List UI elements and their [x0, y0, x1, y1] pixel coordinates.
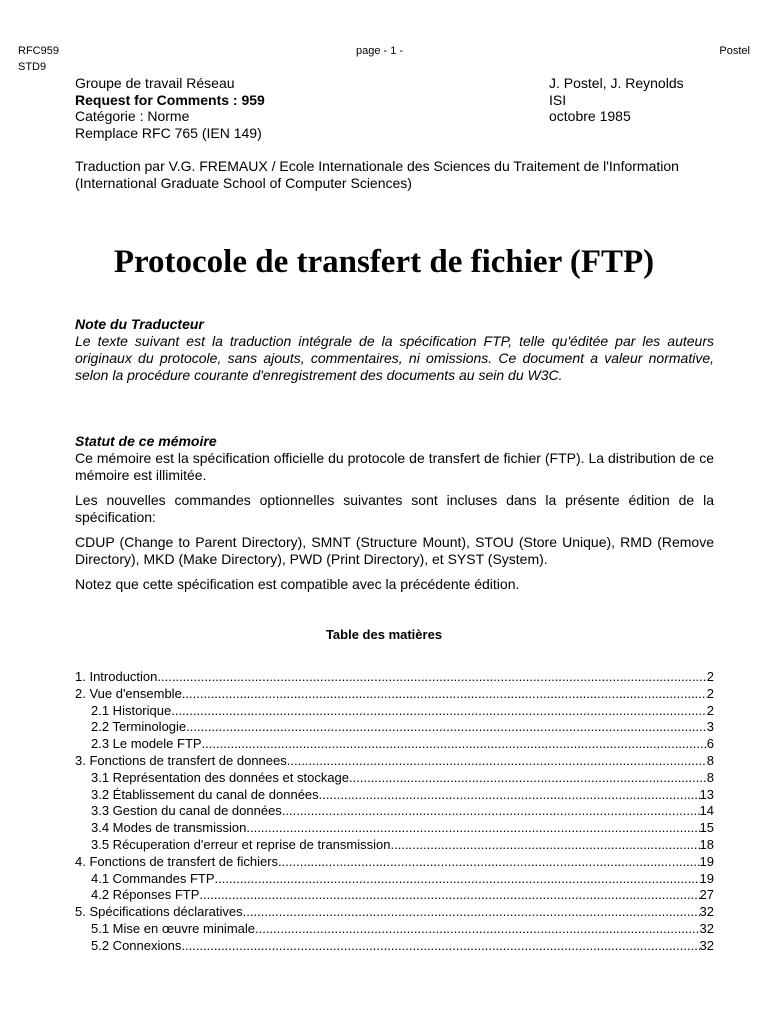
toc-entry: [75, 938, 714, 955]
rfc-label: Request for Comments : 959: [75, 91, 265, 108]
toc-dot-leader: [278, 854, 699, 871]
toc-entry-label: 3.2 Établissement du canal de données: [91, 786, 319, 802]
toc-entry-page: 18: [699, 836, 714, 852]
translator-note-heading: Note du Traducteur: [75, 316, 204, 332]
toc-entry-page: 19: [699, 870, 714, 886]
toc-entry-label: 4.2 Réponses FTP: [91, 887, 200, 903]
toc-entry-label: 3.5 Récuperation d'erreur et reprise de transmission: [91, 836, 391, 852]
toc-dot-leader: [186, 719, 707, 736]
toc-entry: [75, 904, 714, 921]
toc-entry-label: 4. Fonctions de transfert de fichiers: [75, 853, 279, 869]
working-group: Groupe de travail Réseau: [75, 75, 235, 91]
toc-entry: [75, 854, 714, 871]
category: Catégorie : Norme: [75, 108, 190, 124]
toc-dot-leader: [319, 787, 700, 804]
toc-entry-page: 32: [699, 937, 714, 953]
toc-entry: [75, 753, 714, 770]
toc-dot-leader: [282, 803, 700, 820]
toc-entry-label: 2. Vue d'ensemble: [75, 685, 182, 701]
toc-entry-label: 2.3 Le modele FTP: [91, 736, 202, 752]
toc-entry: [75, 921, 714, 938]
toc-entry-label: 2.2 Terminologie: [91, 719, 187, 735]
toc-dot-leader: [215, 871, 700, 888]
status-section: [75, 433, 714, 601]
toc-entry-page: 27: [699, 887, 714, 903]
toc-entry-label: 3.4 Modes de transmission: [91, 820, 247, 836]
toc-entry-page: 2: [706, 685, 714, 701]
toc-entry-label: 3.1 Représentation des données et stockage: [91, 769, 350, 785]
toc-entry: [75, 669, 714, 686]
header-rfc-number: RFC959: [18, 45, 59, 57]
toc-entry: [75, 803, 714, 820]
status-paragraph-4: Notez que cette spécification est compatible avec la précédente édition.: [75, 576, 520, 592]
toc-entry: [75, 770, 714, 787]
toc-entry-label: 3.3 Gestion du canal de données: [91, 803, 282, 819]
toc-entry: [75, 820, 714, 837]
toc-entry-label: 1. Introduction: [75, 669, 158, 684]
toc-dot-leader: [243, 904, 700, 921]
toc-dot-leader: [199, 887, 699, 904]
toc-entry-page: 32: [699, 920, 714, 936]
toc-entry: [75, 736, 714, 753]
table-of-contents: [75, 669, 714, 955]
toc-entry-label: 4.1 Commandes FTP: [91, 870, 215, 886]
meta-right-block: [549, 75, 684, 125]
toc-entry-page: 2: [706, 702, 714, 718]
toc-entry-page: 8: [706, 769, 714, 785]
toc-entry-label: 3. Fonctions de transfert de donnees: [75, 752, 287, 768]
status-paragraph-3: CDUP (Change to Parent Directory), SMNT (Structure Mount), STOU (Store Unique), RMD (Remove Directory), MKD (Make Directory), PWD (Print Directory), et SYST (System).: [75, 534, 714, 567]
toc-dot-leader: [171, 703, 707, 720]
toc-entry-page: 6: [706, 736, 714, 752]
toc-dot-leader: [202, 736, 707, 753]
toc-entry: [75, 837, 714, 854]
header-page-number: page - 1 -: [356, 45, 404, 57]
toc-entry: [75, 719, 714, 736]
status-paragraph-1: Ce mémoire est la spécification officielle du protocole de transfert de fichier (FTP). La distribution de ce mémoire est illimitée.: [75, 450, 714, 483]
toc-title: Table des matières: [325, 627, 443, 642]
toc-entry-page: 14: [699, 803, 714, 819]
translator-note: [75, 316, 714, 384]
toc-entry-page: 13: [699, 786, 714, 802]
toc-dot-leader: [157, 669, 706, 686]
status-paragraph-2: Les nouvelles commandes optionnelles suivantes sont incluses dans la présente édition de la spécification:: [75, 492, 714, 525]
status-heading: Statut de ce mémoire: [75, 433, 217, 449]
organization: ISI: [549, 91, 567, 108]
meta-left-block: [75, 75, 265, 141]
toc-dot-leader: [287, 753, 707, 770]
toc-entry-page: 2: [706, 669, 714, 684]
toc-entry-label: 2.1 Historique: [91, 702, 172, 718]
toc-entry: [75, 787, 714, 804]
date: octobre 1985: [549, 108, 631, 124]
toc-entry-label: 5.2 Connexions: [91, 937, 182, 953]
toc-dot-leader: [255, 921, 700, 938]
toc-dot-leader: [390, 837, 699, 854]
translator-note-text: Le texte suivant est la traduction intégrale de la spécification FTP, telle qu'éditée par les auteurs originaux du protocole, sans ajouts, commentaires, ni omissions. Ce document a valeur normative, selon la procédure courante d'enregistrement des documents au sein du W3C.: [75, 333, 714, 383]
toc-entry-label: 5.1 Mise en œuvre minimale: [91, 920, 255, 936]
toc-dot-leader: [349, 770, 707, 787]
toc-entry-page: 32: [699, 904, 714, 920]
toc-entry: [75, 703, 714, 720]
toc-entry: [75, 686, 714, 703]
toc-entry-page: 8: [706, 752, 714, 768]
toc-dot-leader: [181, 938, 699, 955]
toc-entry: [75, 871, 714, 888]
toc-entry-label: 5. Spécifications déclaratives: [75, 904, 243, 920]
toc-entry-page: 15: [699, 820, 714, 836]
toc-dot-leader: [246, 820, 699, 837]
toc-dot-leader: [182, 686, 707, 703]
obsoletes: Remplace RFC 765 (IEN 149): [75, 124, 262, 141]
authors: J. Postel, J. Reynolds: [549, 75, 684, 91]
header-std-number: STD9: [18, 61, 47, 73]
toc-entry-page: 19: [699, 853, 714, 869]
toc-entry: [75, 887, 714, 904]
document-title: Protocole de transfert de fichier (FTP): [113, 244, 655, 280]
header-author: Postel: [719, 45, 750, 57]
translation-credit: Traduction par V.G. FREMAUX / Ecole Internationale des Sciences du Traitement de l'Information (International Graduate School of Computer Sciences): [75, 158, 679, 191]
toc-entry-page: 3: [706, 719, 714, 735]
